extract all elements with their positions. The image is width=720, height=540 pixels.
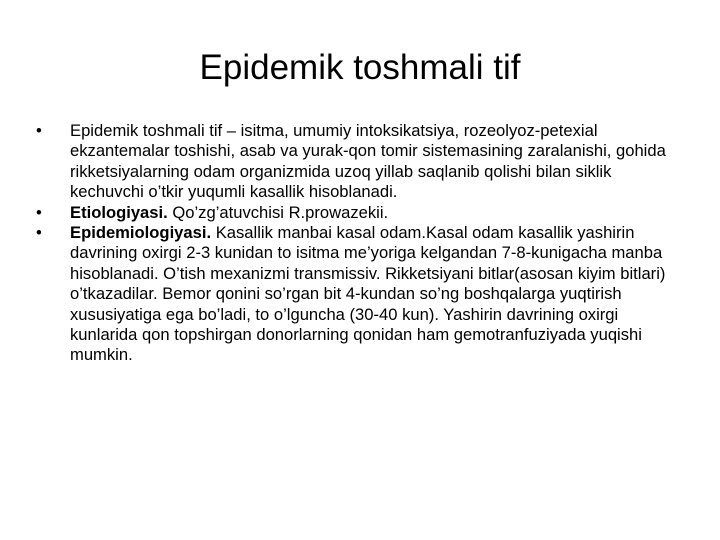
bullet-dot-icon: • (36, 202, 42, 222)
bullet-dot-icon: • (36, 121, 42, 140)
bullet-item-epidemiology (36, 223, 688, 366)
bullet-dot-icon: • (36, 223, 42, 243)
bullet-text: Qo’zg’atuvchisi R.prowazekii. (167, 202, 389, 222)
bullet-item-definition (36, 121, 688, 203)
bullet-list (36, 121, 688, 366)
bullet-lead: Epidemiologiyasi. (70, 223, 212, 243)
bullet-lead: Etiologiyasi. (70, 202, 168, 222)
bullet-text: Kasallik manbai kasal odam.Kasal odam kasallik yashirin davrining oxirgi 2-3 kunidan to isitma me’yoriga kelgandan 7-8-kunigacha manba hisoblanadi. O’tish mexanizmi transmissiv. Rikketsiyani bitlar(asosan kiyim bitlari) o’tkazadilar. Bemor qonini so’rgan bit 4-kundan so’ng boshqalarga yuqtirish xususiyatiga ega bo’ladi, to o’lguncha (30-40 kun). Yashirin davrining oxirgi kunlarida qon topshirgan donorlarning qonidan ham gemotranfuziyada yuqishi mumkin. (70, 223, 666, 365)
slide-title: Epidemik toshmali tif (199, 48, 521, 87)
bullet-item-etiology (36, 203, 688, 223)
bullet-text: Epidemik toshmali tif – isitma, umumiy intoksikatsiya, rozeolyoz-petexial ekzantemalar toshishi, asab va yurak-qon tomir sistemasining zaralanishi, gohida rikketsiyalarning odam organizmida uzoq yillab saqlanib qolishi bilan siklik kechuvchi o’tkir yuqumli kasallik hisoblanadi. (70, 121, 666, 202)
